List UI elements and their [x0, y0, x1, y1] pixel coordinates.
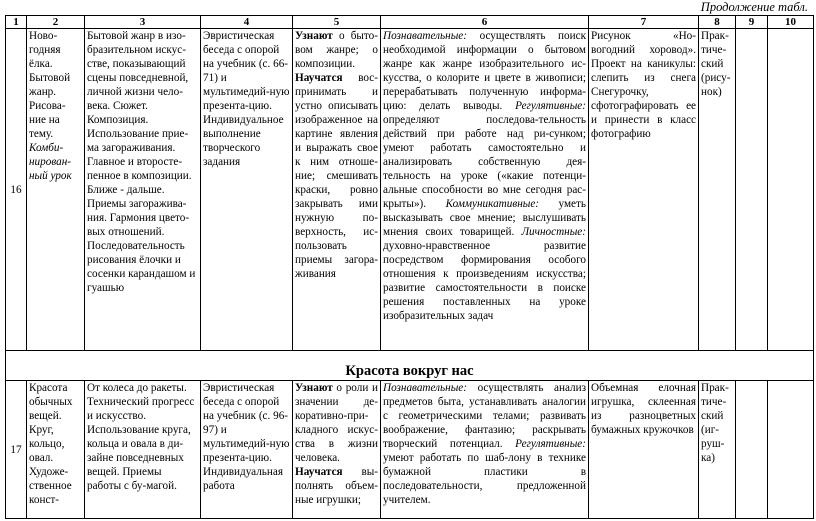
lesson-content: Бытовой жанр в изо-бразительном искус-стве, показывающий сцены повседневной, личной жизни чело-века. Сюжет. Композиция. Использование прие-ма загораживания. Главное и второсте-пенное в композиции. Ближе - дальше. Приемы загоражива-ния. Гармония цвето-вых отношений. Последовательность рисования ёлочки и сосенки карандашом и гуашью: [85, 29, 201, 351]
lesson-content: От колеса до ракеты. Технический прогресс и искусство. Использование круга, кольца и овала в ди-зайне повседневных вещей. Приемы работы с бу-магой.: [85, 381, 201, 519]
section-title: Красота вокруг нас: [6, 359, 814, 381]
meta-results: Познавательные: осуществлять поиск необходимой информации о бытовом жанре как жанре изобразительного ис-кусства, о колорите и цвете в живописи; перерабатывать полученную информа-цию: делать выводы. Регулятивные: определяют последова-тельность действий при работе над ри-сунком; умеют работать самостоятельно и анализировать собственную дея-тельность на уроке («какие потенци-альные способности во мне сегодня рас-крыты»). Коммуникативные: уметь высказывать свое мнение; выслушивать мнения своих товарищей. Личностные: духовно-нравственное развитие посредством формирования особого отношения к произведениям искусства; развитие самостоятельности в поиске решения поставленных на уроке изобразительных задач: [381, 29, 589, 351]
section-row: [6, 359, 814, 381]
activity-types: Эвристическая беседа с опорой на учебник (с. 66-71) и мультимедий-ную презента-цию. Индивидуальное выполнение творческого задания: [201, 29, 293, 351]
header-cell: 3: [85, 16, 201, 29]
table-continuation-caption: Продолжение табл.: [700, 0, 808, 14]
control-type: Прак-тиче-ский (рису-нок): [699, 29, 736, 351]
activity-types: Эвристическая беседа с опорой на учебник (с. 96-97) и мультимедий-ную презента-цию. Индивидуальная работа: [201, 381, 293, 519]
lesson-number: 16: [6, 29, 27, 351]
empty-cell: [768, 29, 814, 351]
header-cell: 1: [6, 16, 27, 29]
subject-results: Узнают о быто-вом жанре; о композиции. Научатся вос-принимать и устно описывать изображенное на картине явления и выражать свое к ним отноше-ние; смешивать краски, ровно закрывать ими нужную по-верхность, ис-пользовать приемы загора-живания: [293, 29, 381, 351]
homework: Рисунок «Но-вогодний хоровод». Проект на каникулы: слепить из снега Снегурочку, сфотографировать ее и принести в класс фотографию: [589, 29, 699, 351]
header-cell: 6: [381, 16, 589, 29]
header-cell: 4: [201, 16, 293, 29]
spacer-row: [6, 351, 814, 360]
header-cell: 7: [589, 16, 699, 29]
control-type: Прак-тиче-ский (иг-руш-ка): [699, 381, 736, 519]
empty-cell: [736, 381, 768, 519]
meta-results: Познавательные: осуществлять анализ предметов быта, устанавливать аналогии с геометрическими телами; развивать воображение, фантазию; раскрывать творческий потенциал. Регулятивные: умеют работать по шаб-лону в технике бумажной пластики в последовательности, предложенной учителем.: [381, 381, 589, 519]
subject-results: Узнают о роли и значении де-коративно-при-кладного искус-ства в жизни человека. Научатся вы-полнять объем-ные игрушки;: [293, 381, 381, 519]
homework: Объемная елочная игрушка, склеенная из разноцветных бумажных кружочков: [589, 381, 699, 519]
lesson-topic-cell: [27, 29, 85, 351]
header-cell: 2: [27, 16, 85, 29]
lesson-topic: Ново-годняя ёлка. Бытовой жанр. Рисова-ние на тему.: [29, 30, 71, 140]
empty-cell: [736, 29, 768, 351]
empty-cell: [768, 381, 814, 519]
header-row: [6, 16, 814, 29]
header-cell: 5: [293, 16, 381, 29]
table-row-lesson-16: [6, 29, 814, 351]
lesson-type: Комби-нирован-ный урок: [29, 142, 72, 182]
header-cell: 8: [699, 16, 736, 29]
lesson-number: 17: [6, 381, 27, 519]
table-row-lesson-17: [6, 381, 814, 519]
header-cell: 10: [768, 16, 814, 29]
header-cell: 9: [736, 16, 768, 29]
lesson-topic: Красота обычных вещей. Круг, кольцо, овал. Художе-ственное конст-: [27, 381, 85, 519]
lesson-plan-table: [5, 15, 814, 519]
